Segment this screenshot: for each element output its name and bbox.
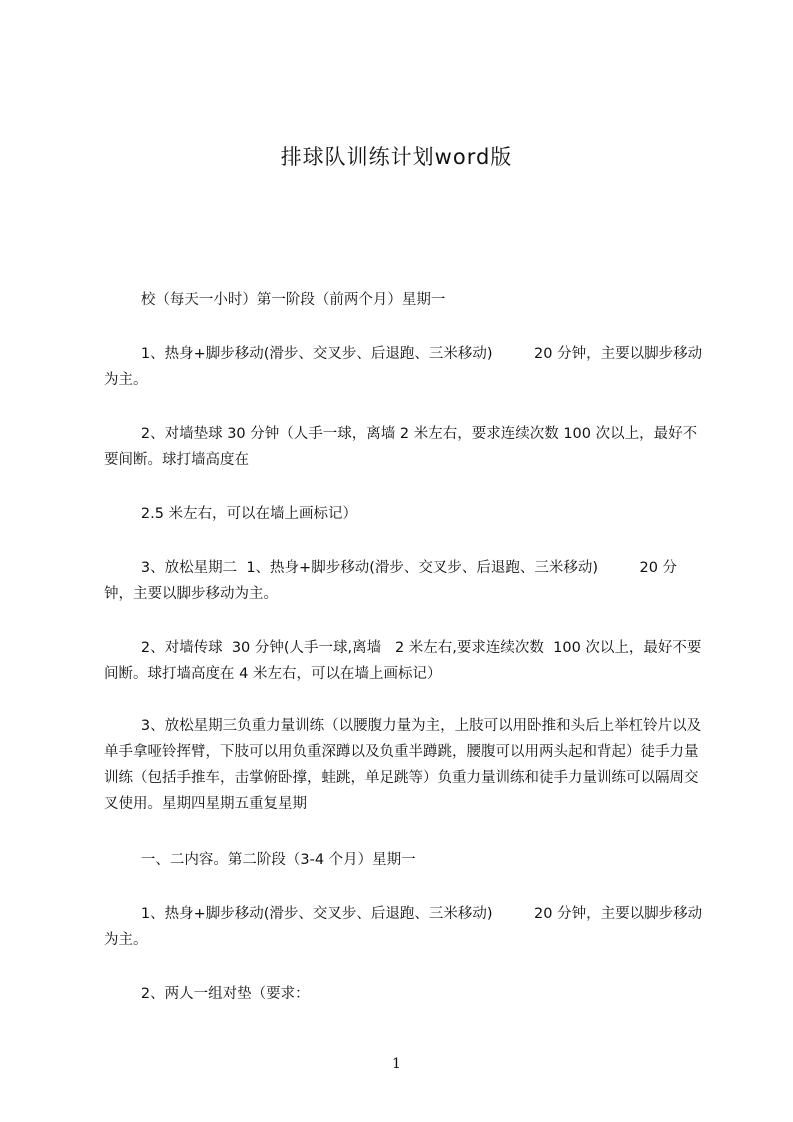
paragraph: 1、热身+脚步移动(滑步、交叉步、后退跑、三米移动) 20 分钟，主要以脚步移动为主。 (104, 906, 703, 948)
paragraph: 一、二内容。第二阶段（3-4 个月）星期一 (104, 852, 416, 868)
page-number: 1 (392, 1056, 401, 1072)
paragraph: 1、热身+脚步移动(滑步、交叉步、后退跑、三米移动) 20 分钟，主要以脚步移动为主。 (104, 346, 703, 388)
paragraph: 3、放松星期二 1、热身+脚步移动(滑步、交叉步、后退跑、三米移动) 20 分钟，主要以脚步移动为主。 (104, 560, 678, 602)
paragraph: 2.5 米左右，可以在墙上画标记） (104, 506, 358, 522)
paragraph: 2、两人一组对垫（要求： (104, 986, 310, 1002)
document-title: 排球队训练计划word版 (280, 145, 513, 169)
paragraph: 2、对墙传球 30 分钟(人手一球,离墙 2 米左右,要求连续次数 100 次以上，最好不要间断。球打墙高度在 4 米左右，可以在墙上画标记） (104, 640, 702, 682)
paragraph: 3、放松星期三负重力量训练（以腰腹力量为主，上肢可以用卧推和头后上举杠铃片以及单手拿哑铃挥臂，下肢可以用负重深蹲以及负重半蹲跳，腰腹可以用两头起和背起）徒手力量训练（包括手推车，击掌俯卧撑，蛙跳，单足跳等）负重力量训练和徒手力量训练可以隔周交叉使用。星期四星期五重复星期 (104, 718, 702, 812)
paragraph: 校（每天一小时）第一阶段（前两个月）星期一 (104, 292, 446, 308)
paragraph: 2、对墙垫球 30 分钟（人手一球，离墙 2 米左右，要求连续次数 100 次以上，最好不要间断。球打墙高度在 (104, 426, 698, 468)
